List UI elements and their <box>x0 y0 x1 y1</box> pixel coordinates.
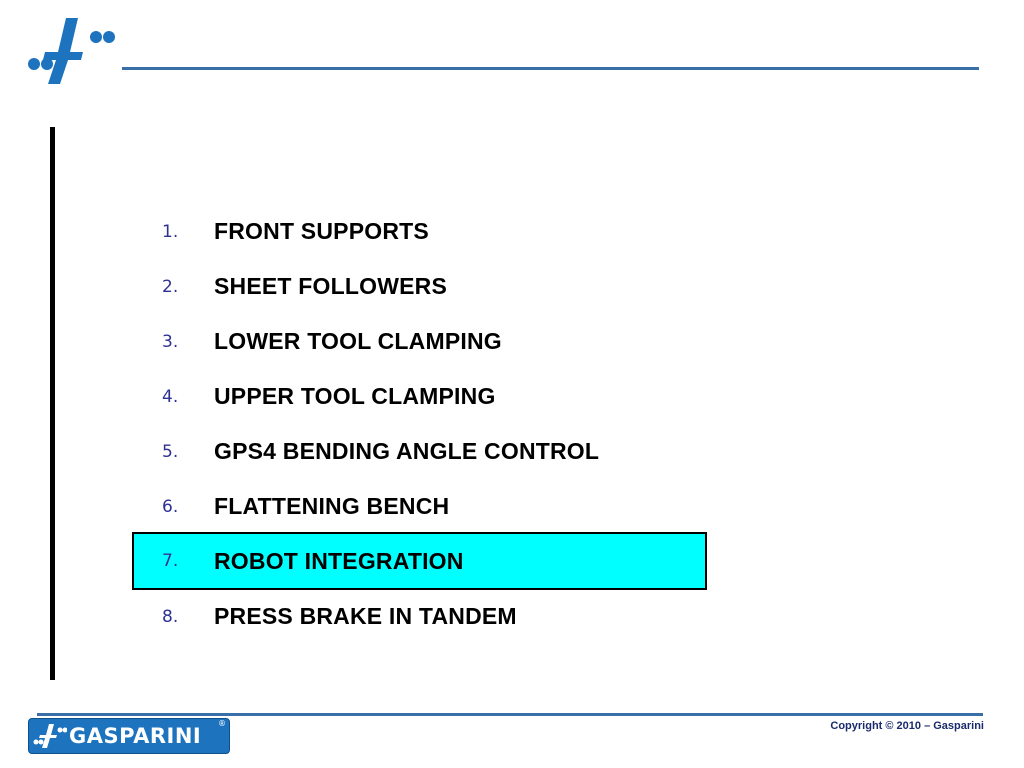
item-label: ROBOT INTEGRATION <box>214 547 464 574</box>
item-label: GPS4 BENDING ANGLE CONTROL <box>214 438 600 464</box>
agenda-item-upper-tool-clamping[interactable] <box>132 369 707 424</box>
brand-name: GASPARINI <box>69 724 202 748</box>
item-label: PRESS BRAKE IN TANDEM <box>214 603 517 629</box>
item-number: 5. <box>162 441 179 462</box>
item-label: SHEET FOLLOWERS <box>214 273 447 299</box>
agenda-item-gps4-bending-angle-control[interactable] <box>132 424 707 479</box>
item-number: 1. <box>162 221 179 242</box>
item-number: 7. <box>162 551 179 571</box>
agenda-item-lower-tool-clamping[interactable] <box>132 314 707 369</box>
item-number: 2. <box>162 276 179 297</box>
item-number: 6. <box>162 496 179 517</box>
left-accent-bar <box>50 127 55 680</box>
copyright-text: Copyright © 2010 – Gasparini <box>830 720 984 732</box>
item-label: UPPER TOOL CLAMPING <box>214 383 496 409</box>
agenda-list <box>132 204 707 644</box>
header-divider <box>122 67 979 70</box>
item-number: 4. <box>162 386 179 407</box>
item-label: LOWER TOOL CLAMPING <box>214 328 502 354</box>
item-number: 3. <box>162 331 179 352</box>
gasparini-symbol-icon <box>33 722 67 750</box>
agenda-item-press-brake-in-tandem[interactable] <box>132 589 707 644</box>
agenda-item-front-supports[interactable] <box>132 204 707 259</box>
gasparini-brand-badge <box>28 718 230 754</box>
agenda-item-flattening-bench[interactable] <box>132 479 707 534</box>
item-number: 8. <box>162 606 179 627</box>
gasparini-logo-icon <box>26 16 116 86</box>
agenda-item-robot-integration[interactable] <box>132 532 707 590</box>
item-label: FRONT SUPPORTS <box>214 218 429 244</box>
agenda-item-sheet-followers[interactable] <box>132 259 707 314</box>
item-label: FLATTENING BENCH <box>214 493 450 519</box>
registered-mark: ® <box>218 719 226 728</box>
footer-divider <box>37 713 983 716</box>
